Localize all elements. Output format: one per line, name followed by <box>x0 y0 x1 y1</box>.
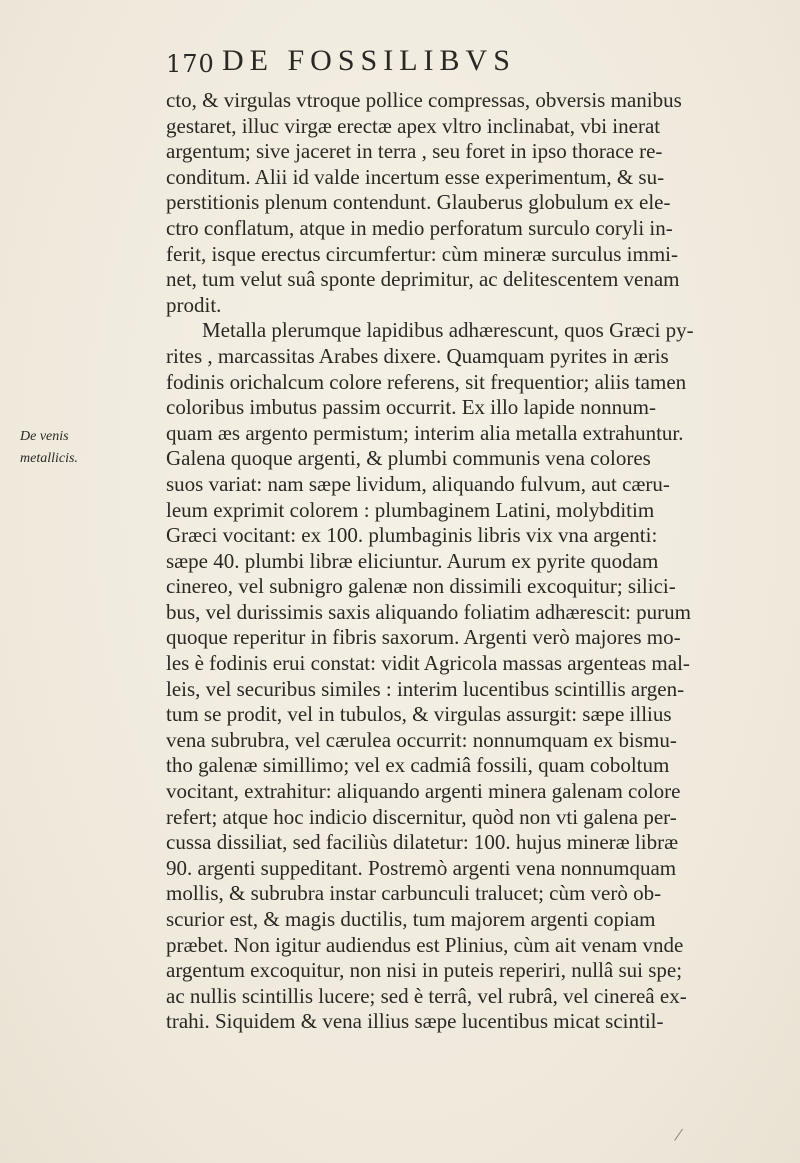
text-line: net, tum velut suâ sponte deprimitur, ac delitescentem venam <box>166 267 680 292</box>
text-line: cinereo, vel subnigro galenæ non dissimili excoquitur; silici- <box>166 574 676 599</box>
text-line: bus, vel durissimis saxis aliquando foliatim adhærescit: purum <box>166 599 691 624</box>
pencil-mark <box>674 1129 684 1142</box>
text-line: ctro conflatum, atque in medio perforatum surculo coryli in- <box>166 215 673 240</box>
text-line: præbet. Non igitur audiendus est Plinius, cùm ait venam vnde <box>166 932 684 957</box>
text-line: prodit. <box>166 292 222 317</box>
text-line: ac nullis scintillis lucere; sed è terrâ, vel rubrâ, vel cinereâ ex- <box>166 983 687 1008</box>
text-line: sæpe 40. plumbi libræ eliciuntur. Aurum ex pyrite quodam <box>166 548 659 573</box>
text-line: fodinis orichalcum colore referens, sit frequentior; aliis tamen <box>166 369 687 394</box>
text-line: perstitionis plenum contendunt. Glauberus globulum ex ele- <box>166 190 671 215</box>
text-line: quoque reperitur in fibris saxorum. Argenti verò majores mo- <box>166 625 681 650</box>
text-line: cussa dissiliat, sed faciliùs dilatetur: 100. hujus mineræ libræ <box>166 830 679 855</box>
margin-note <box>20 426 140 470</box>
page-header <box>166 44 766 88</box>
paragraph-start-line: Metalla plerumque lapidibus adhærescunt, quos Græci py- <box>202 318 694 343</box>
text-line: coloribus imbutus passim occurrit. Ex illo lapide nonnum- <box>166 395 656 420</box>
text-line: 90. argenti suppeditant. Postremò argenti vena nonnumquam <box>166 855 677 880</box>
text-line: cto, & virgulas vtroque pollice compressas, obversis manibus <box>166 88 682 112</box>
text-line: scurior est, & magis ductilis, tum majorem argenti copiam <box>166 907 656 931</box>
text-line: vena subrubra, vel cærulea occurrit: nonnumquam ex bismu- <box>166 727 677 752</box>
text-line: argentum; sive jaceret in terra , seu foret in ipso thorace re- <box>166 139 663 164</box>
text-line: Galena quoque argenti, & plumbi communis vena colores <box>166 446 651 471</box>
text-line: les è fodinis erui constat: vidit Agricola massas argenteas mal- <box>166 651 690 676</box>
text-line: Græci vocitant: ex 100. plumbaginis libris vix vna argenti: <box>166 523 658 548</box>
text-line: rites , marcassitas Arabes dixere. Quamquam pyrites in æris <box>166 343 669 368</box>
text-line: vocitant, extrahitur: aliquando argenti minera galenam colore <box>166 779 681 804</box>
margin-note-line: metallicis. <box>20 451 78 466</box>
text-line: quam æs argento permistum; interim alia metalla extrahuntur. <box>166 420 684 445</box>
text-line: leum exprimit colorem : plumbaginem Latini, molybditim <box>166 497 655 522</box>
text-line: leis, vel securibus similes : interim lucentibus scintillis argen- <box>166 676 685 701</box>
text-line: gestaret, illuc virgæ erectæ apex vltro inclinabat, vbi inerat <box>166 113 661 138</box>
text-line: tho galenæ simillimo; vel ex cadmiâ fossili, quam coboltum <box>166 753 670 778</box>
margin-note-line: De venis <box>20 429 69 444</box>
body-text <box>166 88 776 1035</box>
text-line: ferit, isque erectus circumfertur: cùm mineræ surculus immi- <box>166 241 679 266</box>
text-line: suos variat: nam sæpe lividum, aliquando fulvum, aut cæru- <box>166 471 670 496</box>
running-title: DE FOSSILIBVS <box>222 44 516 77</box>
text-line: argentum excoquitur, non nisi in puteis reperiri, nullâ sui spe; <box>166 958 683 983</box>
text-line: tum se prodit, vel in tubulos, & virgulas assurgit: sæpe illius <box>166 702 672 727</box>
text-line: trahi. Siquidem & vena illius sæpe lucentibus micat scintil- <box>166 1009 664 1034</box>
text-line: refert; atque hoc indicio discernitur, quòd non vti galena per- <box>166 804 677 829</box>
page-number: 170 <box>166 50 215 78</box>
text-line: mollis, & subrubra instar carbunculi tralucet; cùm verò ob- <box>166 881 662 906</box>
text-line: conditum. Alii id valde incertum esse experimentum, & su- <box>166 164 665 189</box>
